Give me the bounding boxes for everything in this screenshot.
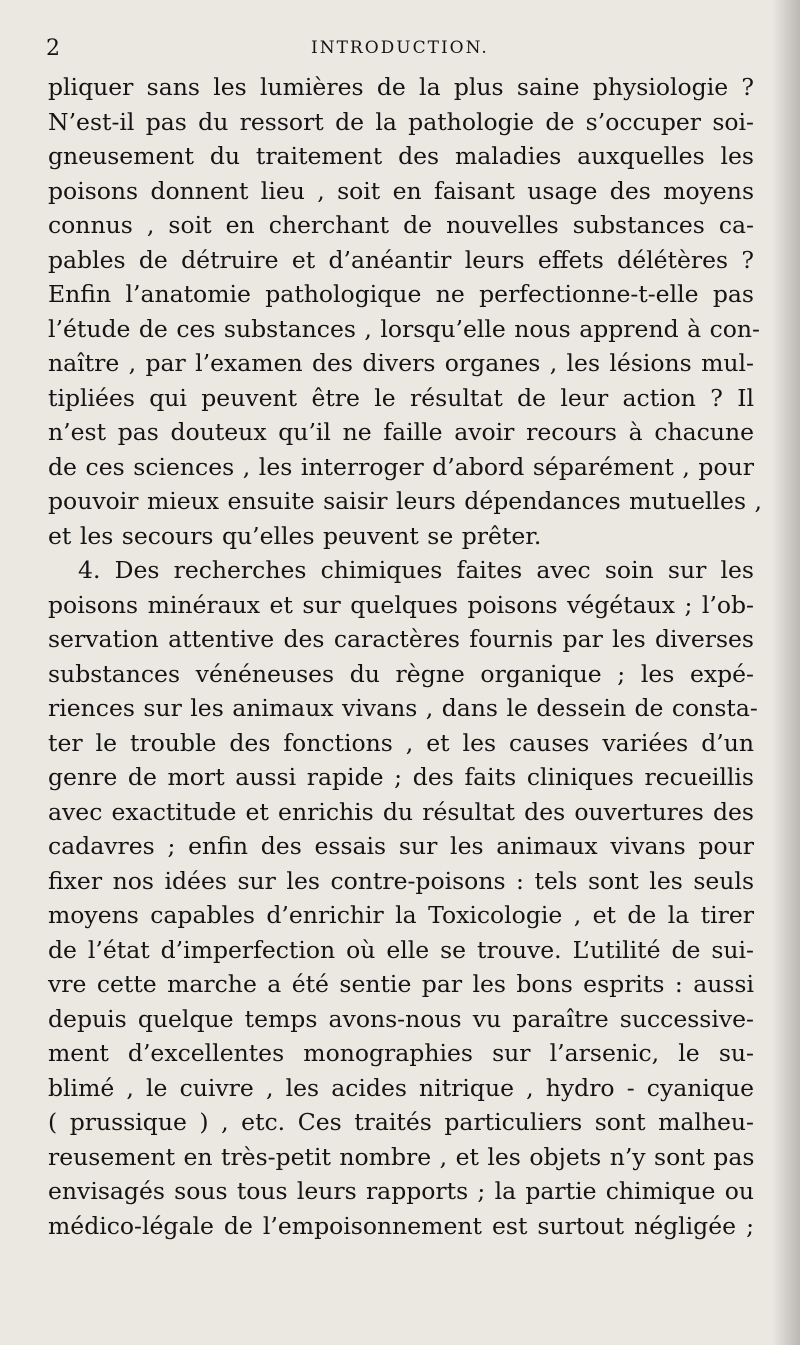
text-line: n’est pas douteux qu’il ne faille avoir recours à chacune [48,418,754,446]
text-line: de l’état d’imperfection où elle se trouve. L’utilité de sui- [48,935,754,964]
text-line: Enfin l’anatomie pathologique ne perfectionne-t-elle pas [48,280,754,308]
text-line: et les secours qu’elles peuvent se prêter. [48,521,542,550]
running-title: INTRODUCTION. [311,38,489,58]
text-line: 4. Des recherches chimiques faites avec soin sur les [78,556,754,584]
text-line: N’est-il pas du ressort de la pathologie de s’occuper soi- [48,107,754,136]
text-line: poisons donnent lieu , soit en faisant usage des moyens [48,176,754,205]
body-text [48,70,762,1243]
text-line: substances vénéneuses du règne organique ; les expé- [48,659,754,688]
text-line: genre de mort aussi rapide ; des faits cliniques recueillis [48,763,754,791]
text-line: vre cette marche a été sentie par les bons esprits : aussi [48,970,754,998]
text-line: de ces sciences , les interroger d’abord séparément , pour [48,452,754,481]
text-line: tipliées qui peuvent être le résultat de leur action ? Il [48,383,754,412]
text-line: poisons minéraux et sur quelques poisons végétaux ; l’ob- [48,590,754,619]
page-number: 2 [46,36,62,61]
text-line: depuis quelque temps avons-nous vu paraître successive- [48,1004,754,1033]
text-line: riences sur les animaux vivans , dans le dessein de consta- [48,694,758,722]
text-line: pouvoir mieux ensuite saisir leurs dépendances mutuelles , [48,487,762,515]
text-line: avec exactitude et enrichis du résultat des ouvertures des [48,797,754,826]
text-line: connus , soit en cherchant de nouvelles substances ca- [48,211,754,239]
text-line: servation attentive des caractères fournis par les diverses [48,625,754,653]
text-line: ( prussique ) , etc. Ces traités particuliers sont malheu- [48,1108,754,1136]
text-line: médico-légale de l’empoisonnement est surtout négligée ; [48,1211,754,1240]
text-line: ter le trouble des fonctions , et les causes variées d’un [48,728,754,757]
text-line: reusement en très-petit nombre , et les objets n’y sont pas [48,1142,755,1171]
text-line: blimé , le cuivre , les acides nitrique , hydro - cyanique [48,1073,754,1102]
text-line: pables de détruire et d’anéantir leurs effets délétères ? [48,245,754,274]
text-line: gneusement du traitement des maladies auxquelles les [48,142,754,170]
running-head [46,36,756,66]
text-line: fixer nos idées sur les contre-poisons : tels sont les seuls [48,866,754,895]
text-line: ment d’excellentes monographies sur l’arsenic, le su- [48,1039,754,1067]
text-line: cadavres ; enfin des essais sur les animaux vivans pour [48,832,754,860]
text-line: moyens capables d’enrichir la Toxicologie , et de la tirer [48,901,754,929]
text-line: l’étude de ces substances , lorsqu’elle nous apprend à con- [48,314,760,343]
text-line: pliquer sans les lumières de la plus saine physiologie ? [48,73,754,101]
text-line: envisagés sous tous leurs rapports ; la partie chimique ou [48,1177,754,1205]
text-line: naître , par l’examen des divers organes , les lésions mul- [48,349,754,377]
